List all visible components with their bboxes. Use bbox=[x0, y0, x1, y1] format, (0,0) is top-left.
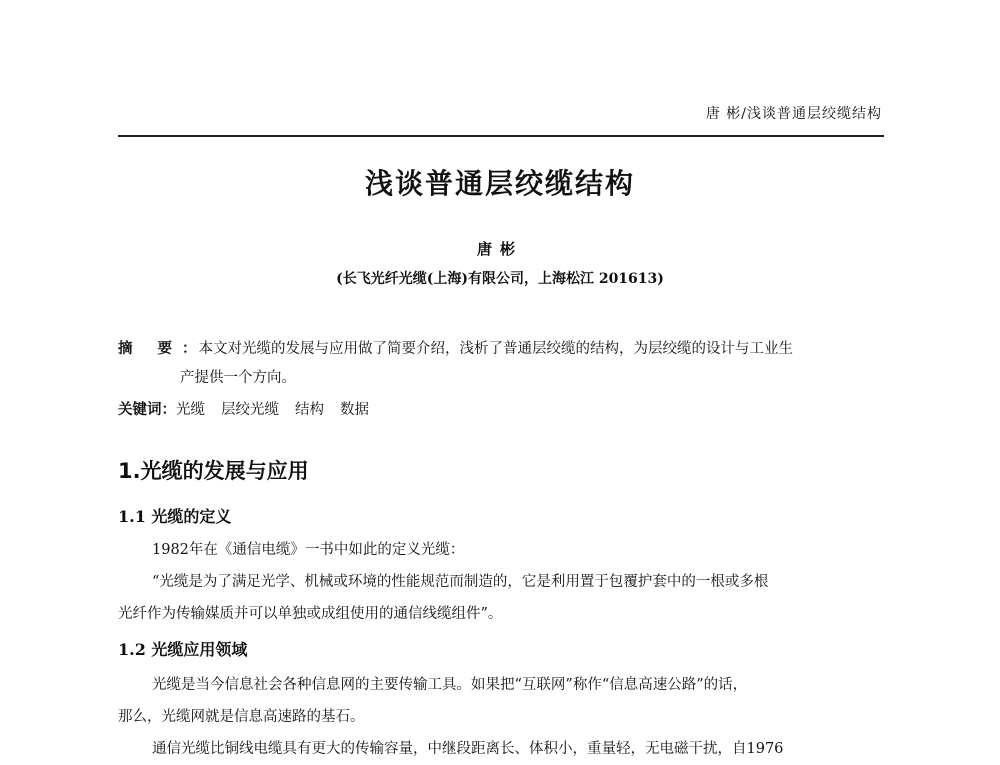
section-heading-1: 1.光缆的发展与应用 bbox=[118, 459, 309, 483]
abstract bbox=[118, 334, 884, 393]
running-head: 唐 彬/浅谈普通层绞缆结构 bbox=[705, 106, 882, 122]
paragraph-line: 光纤作为传输媒质并可以单独或成组使用的通信线缆组件”。 bbox=[118, 606, 503, 622]
subsection-heading-1-1: 1.1 光缆的定义 bbox=[118, 507, 232, 526]
paragraph-line: 通信光缆比铜线电缆具有更大的传输容量，中继段距离长、体积小，重量轻，无电磁干扰，自1976 bbox=[152, 741, 784, 757]
paper-title: 浅谈普通层绞缆结构 bbox=[364, 167, 635, 200]
paragraph-line: “光缆是为了满足光学、机械或环境的性能规范而制造的，它是利用置于包覆护套中的一根或多根 bbox=[152, 574, 769, 590]
keywords-label: 关键词： bbox=[118, 401, 176, 418]
header-rule bbox=[118, 135, 884, 137]
abstract-text-2: 产提供一个方向。 bbox=[180, 370, 296, 386]
author-name: 唐彬 bbox=[476, 240, 523, 258]
paragraph-line: 1982年在《通信电缆》一书中如此的定义光缆： bbox=[152, 542, 465, 558]
paragraph-definition-intro bbox=[118, 534, 884, 566]
paragraph-line: 那么，光缆网就是信息高速路的基石。 bbox=[118, 709, 365, 725]
paragraph-application bbox=[118, 669, 884, 733]
paragraph-definition-quote bbox=[118, 566, 884, 630]
abstract-line-1 bbox=[118, 334, 884, 364]
keywords bbox=[118, 398, 385, 419]
keyword-item: 结构 bbox=[295, 402, 324, 418]
paragraph-line: 光缆是当今信息社会各种信息网的主要传输工具。如果把“互联网”称作“信息高速公路”的话， bbox=[152, 677, 748, 693]
keyword-item: 层绞光缆 bbox=[221, 402, 279, 418]
author-affiliation: (长飞光纤光缆(上海)有限公司，上海松江 201613) bbox=[336, 271, 664, 287]
keyword-item: 光缆 bbox=[176, 402, 205, 418]
paragraph-comparison bbox=[118, 733, 884, 765]
keyword-item: 数据 bbox=[340, 402, 369, 418]
abstract-label: 摘 要： bbox=[118, 340, 207, 357]
subsection-heading-1-2: 1.2 光缆应用领域 bbox=[118, 640, 248, 659]
abstract-text-1: 本文对光缆的发展与应用做了简要介绍，浅析了普通层绞缆的结构，为层绞缆的设计与工业生 bbox=[198, 341, 794, 357]
